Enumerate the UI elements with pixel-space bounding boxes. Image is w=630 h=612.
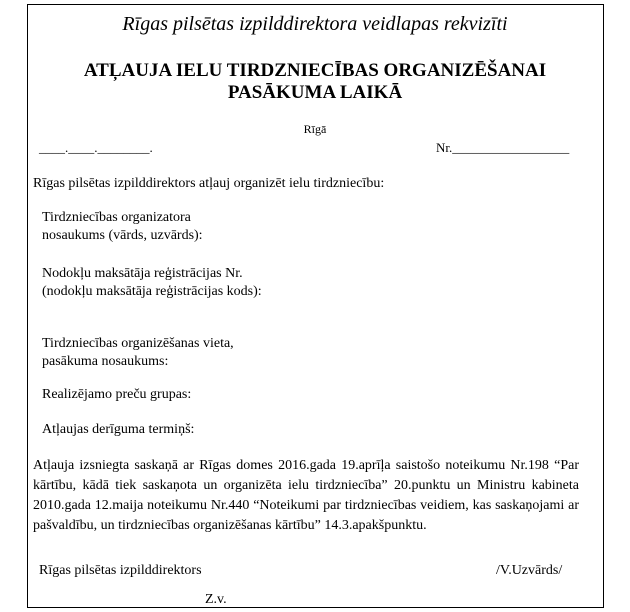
title-line-2: PASĀKUMA LAIKĀ (227, 82, 403, 103)
permit-number-label: Nr.__________________ (436, 140, 570, 155)
signatory-title: Rīgas pilsētas izpilddirektors (39, 563, 202, 578)
field-tax-registration: Nodokļu maksātāja reģistrācijas Nr. (nodokļu maksātāja reģistrācijas kods): (42, 266, 262, 299)
field-organizer-name: Tirdzniecības organizatora nosaukums (vārds, uzvārds): (42, 210, 203, 243)
intro-text: Rīgas pilsētas izpilddirektors atļauj organizēt ielu tirdzniecību: (33, 176, 385, 191)
stamp-placeholder: Z.v. (205, 592, 227, 607)
document-title (0, 60, 630, 104)
date-placeholder: ____.____.________. (39, 140, 153, 155)
letterhead-header: Rīgas pilsētas izpilddirektora veidlapas rekvizīti (122, 13, 508, 35)
field-goods-groups: Realizējamo preču grupas: (42, 387, 192, 402)
legal-basis-text: Atļauja izsniegta saskaņā ar Rīgas domes 2016.gada 19.aprīļa saistošo noteikumu Nr.198 “Par kārtību, kādā tiek saskaņota un organizēta ielu tirdzniecība” 20.punktu un Ministru kabineta 2010.gada 12.maija noteikumu Nr.440 “Noteikumi par tirdzniecības veidiem, kas saskaņojami ar pašvaldību, un tirdzniecības organizēšanas kārtību” 14.3.apakšpunktu. (33, 458, 579, 533)
field-location-event: Tirdzniecības organizēšanas vieta, pasākuma nosaukums: (42, 336, 234, 369)
signature-name: /V.Uzvārds/ (496, 563, 563, 578)
field-validity-period: Atļaujas derīguma termiņš: (42, 422, 195, 437)
title-line-1: ATĻAUJA IELU TIRDZNIECĪBAS ORGANIZĒŠANAI (83, 60, 547, 81)
city-label: Rīgā (303, 122, 327, 136)
